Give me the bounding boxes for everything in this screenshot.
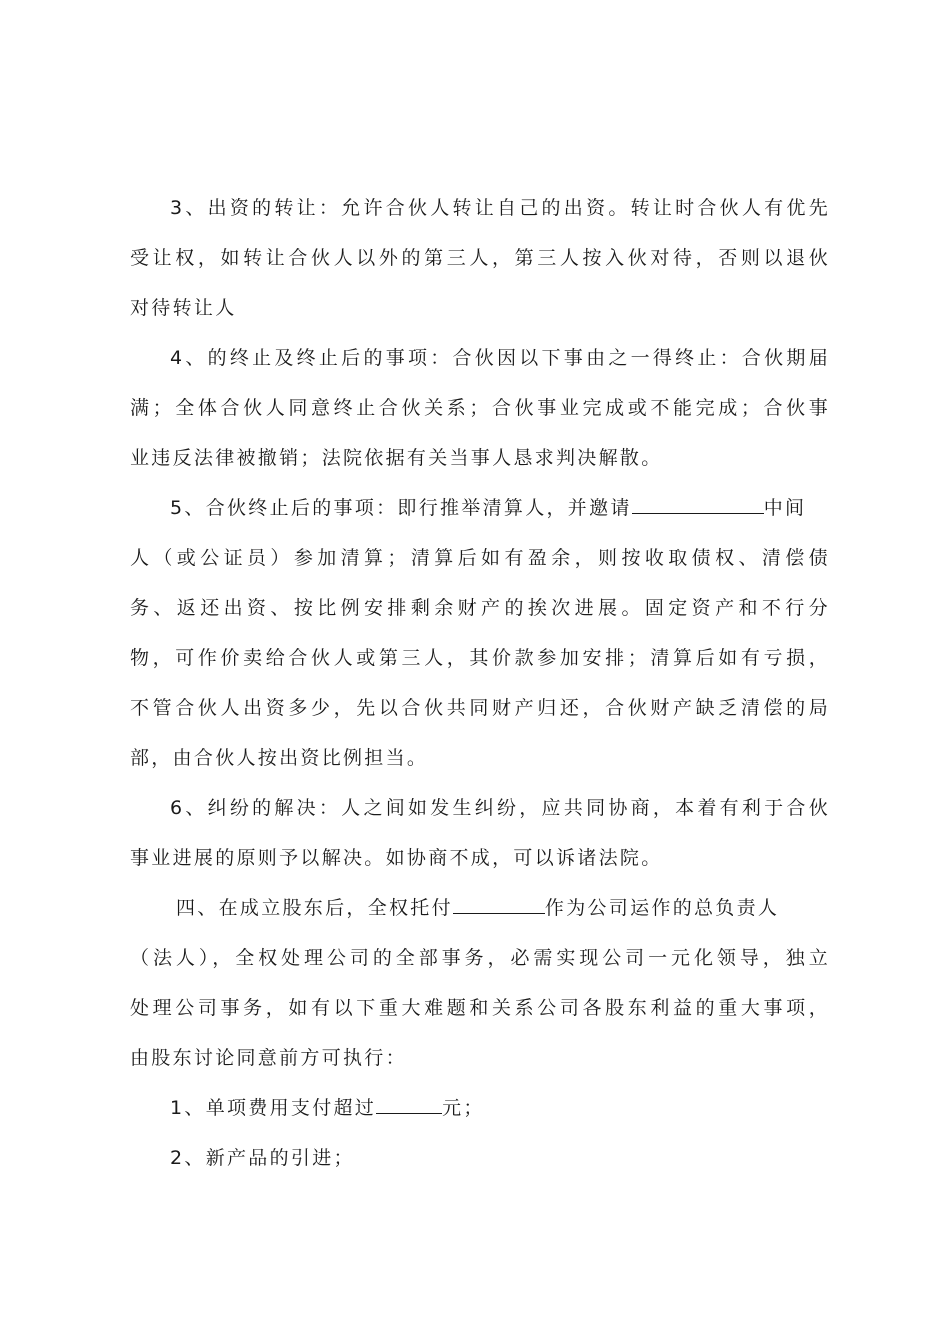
text-line: 满；全体合伙人同意终止合伙关系；合伙事业完成或不能完成；合伙事 [130,397,830,419]
text-line: 事业进展的原则予以解决。如协商不成，可以诉诸法院。 [130,847,663,869]
text-line: 务、返还出资、按比例安排剩余财产的挨次进展。固定资产和不行分 [130,597,830,619]
text-line: 业违反法律被撤销；法院依据有关当事人恳求判决解散。 [130,447,663,469]
text-line: 6、纠纷的解决：人之间如发生纠纷，应共同协商，本着有利于合伙 [170,797,830,819]
text-segment: 四、在成立股东后，全权托付 [176,897,453,919]
text-line-with-blank [170,495,830,521]
text-line: 不管合伙人出资多少，先以合伙共同财产归还，合伙财产缺乏清偿的局 [130,697,830,719]
text-segment: 元； [442,1097,485,1119]
text-line: 人（或公证员）参加清算；清算后如有盈余，则按收取债权、清偿债 [130,547,830,569]
text-line: 2、新产品的引进； [170,1147,355,1169]
text-line: 物，可作价卖给合伙人或第三人，其价款参加安排；清算后如有亏损， [130,647,830,669]
text-line: 对待转让人 [130,297,237,319]
text-line: 4、的终止及终止后的事项：合伙因以下事由之一得终止：合伙期届 [170,347,830,369]
text-line: 3、出资的转让：允许合伙人转让自己的出资。转让时合伙人有优先 [170,197,830,219]
text-segment: 5、合伙终止后的事项：即行推举清算人，并邀请 [170,497,632,519]
text-line: （法人），全权处理公司的全部事务，必需实现公司一元化领导，独立 [130,947,830,969]
text-segment: 1、单项费用支付超过 [170,1097,377,1119]
text-segment: 中间 [763,497,807,519]
fill-blank[interactable] [453,895,545,914]
fill-blank[interactable] [376,1095,442,1114]
text-segment: 作为公司运作的总负责人 [544,897,780,919]
text-line-with-blank [176,895,830,921]
text-line: 部，由合伙人按出资比例担当。 [130,747,429,769]
text-line: 处理公司事务，如有以下重大难题和关系公司各股东利益的重大事项， [130,997,830,1019]
fill-blank[interactable] [632,495,764,514]
text-line-with-blank [170,1095,830,1121]
text-line: 受让权，如转让合伙人以外的第三人，第三人按入伙对待，否则以退伙 [130,247,830,269]
text-line: 由股东讨论同意前方可执行： [130,1047,407,1069]
